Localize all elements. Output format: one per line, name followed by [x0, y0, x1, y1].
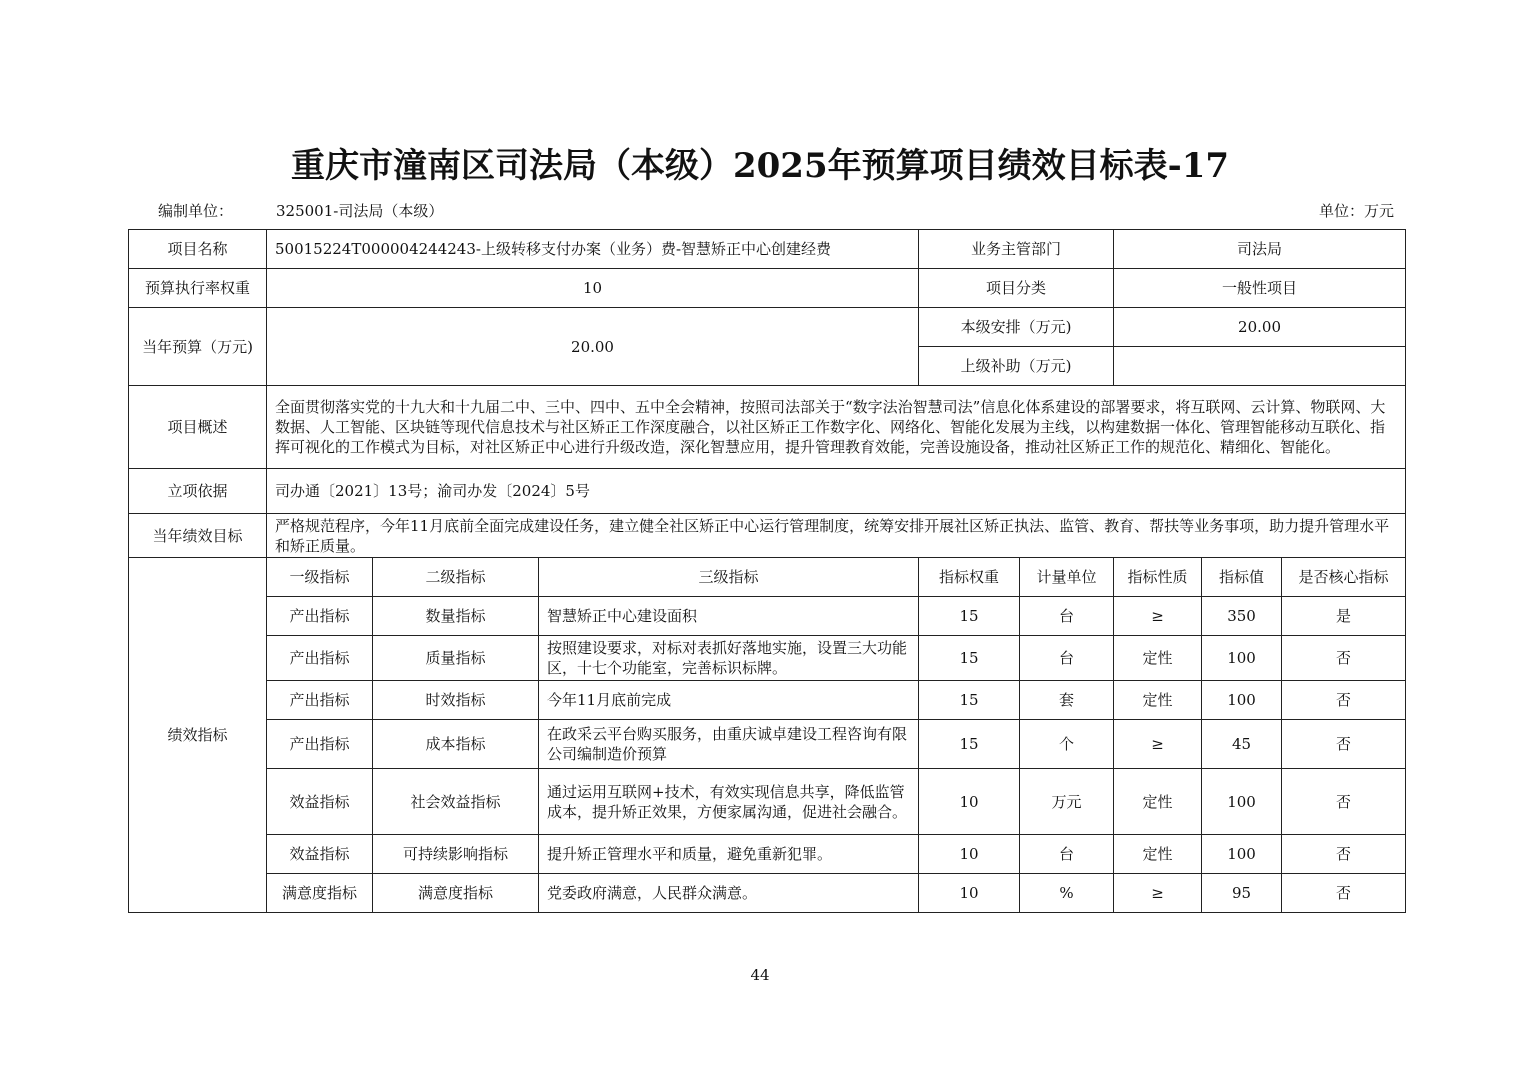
unit-cell: 台 [1020, 636, 1114, 681]
project-name-value: 50015224T000004244243-上级转移支付办案（业务）费-智慧矫正中心创建经费 [267, 230, 919, 269]
row-budget-local [129, 308, 1406, 347]
table-row [129, 769, 1406, 835]
nature-cell: ≥ [1114, 597, 1202, 636]
dept-label: 业务主管部门 [919, 230, 1114, 269]
value-cell: 100 [1202, 681, 1282, 720]
level3-cell: 今年11月底前完成 [539, 681, 919, 720]
compiling-unit-value: 325001-司法局（本级） [276, 202, 444, 220]
row-basis [129, 469, 1406, 514]
local-funding-value: 20.00 [1114, 308, 1406, 347]
goal-value: 严格规范程序，今年11月底前全面完成建设任务，建立健全社区矫正中心运行管理制度，统筹安排开展社区矫正执法、监管、教育、帮扶等业务事项，助力提升管理水平和矫正质量。 [267, 514, 1406, 558]
level1-cell: 产出指标 [267, 636, 373, 681]
basis-label: 立项依据 [129, 469, 267, 514]
page-number: 44 [750, 966, 770, 984]
level2-cell: 社会效益指标 [373, 769, 539, 835]
core-cell: 否 [1282, 835, 1406, 874]
weight-cell: 15 [919, 636, 1020, 681]
unit-cell: 套 [1020, 681, 1114, 720]
currency-unit: 单位：万元 [1318, 202, 1394, 220]
value-cell: 95 [1202, 874, 1282, 913]
budget-value: 20.00 [267, 308, 919, 386]
unit-cell: 万元 [1020, 769, 1114, 835]
level1-cell: 产出指标 [267, 597, 373, 636]
level3-cell: 党委政府满意，人民群众满意。 [539, 874, 919, 913]
header-value: 指标值 [1202, 558, 1282, 597]
nature-cell: 定性 [1114, 835, 1202, 874]
overview-label: 项目概述 [129, 386, 267, 469]
level2-cell: 满意度指标 [373, 874, 539, 913]
category-label: 项目分类 [919, 269, 1114, 308]
value-cell: 350 [1202, 597, 1282, 636]
unit-cell: % [1020, 874, 1114, 913]
nature-cell: 定性 [1114, 681, 1202, 720]
compiling-unit-label: 编制单位： [158, 202, 234, 220]
budget-label: 当年预算（万元) [129, 308, 267, 386]
level3-cell: 智慧矫正中心建设面积 [539, 597, 919, 636]
dept-value: 司法局 [1114, 230, 1406, 269]
weight-label: 预算执行率权重 [129, 269, 267, 308]
nature-cell: ≥ [1114, 874, 1202, 913]
core-cell: 否 [1282, 769, 1406, 835]
level1-cell: 效益指标 [267, 835, 373, 874]
value-cell: 100 [1202, 636, 1282, 681]
core-cell: 是 [1282, 597, 1406, 636]
weight-value: 10 [267, 269, 919, 308]
header-core: 是否核心指标 [1282, 558, 1406, 597]
nature-cell: 定性 [1114, 636, 1202, 681]
header-level1: 一级指标 [267, 558, 373, 597]
weight-cell: 15 [919, 720, 1020, 769]
category-value: 一般性项目 [1114, 269, 1406, 308]
table-row [129, 874, 1406, 913]
level3-cell: 在政采云平台购买服务，由重庆诚卓建设工程咨询有限公司编制造价预算 [539, 720, 919, 769]
level2-cell: 质量指标 [373, 636, 539, 681]
page-title: 重庆市潼南区司法局（本级）2025年预算项目绩效目标表-17 [290, 146, 1230, 186]
row-goal [129, 514, 1406, 558]
level3-cell: 提升矫正管理水平和质量，避免重新犯罪。 [539, 835, 919, 874]
weight-cell: 15 [919, 597, 1020, 636]
weight-cell: 10 [919, 769, 1020, 835]
header-weight: 指标权重 [919, 558, 1020, 597]
table-row [129, 681, 1406, 720]
value-cell: 100 [1202, 835, 1282, 874]
core-cell: 否 [1282, 681, 1406, 720]
upper-subsidy-value [1114, 347, 1406, 386]
header-level2: 二级指标 [373, 558, 539, 597]
project-name-label: 项目名称 [129, 230, 267, 269]
level3-cell: 按照建设要求，对标对表抓好落地实施，设置三大功能区，十七个功能室，完善标识标牌。 [539, 636, 919, 681]
weight-cell: 10 [919, 835, 1020, 874]
performance-target-table [128, 229, 1406, 913]
level2-cell: 时效指标 [373, 681, 539, 720]
table-row [129, 835, 1406, 874]
level1-cell: 满意度指标 [267, 874, 373, 913]
unit-cell: 个 [1020, 720, 1114, 769]
level3-cell: 通过运用互联网+技术，有效实现信息共享，降低监管成本，提升矫正效果，方便家属沟通，促进社会融合。 [539, 769, 919, 835]
unit-cell: 台 [1020, 835, 1114, 874]
level1-cell: 效益指标 [267, 769, 373, 835]
table-row [129, 636, 1406, 681]
weight-cell: 10 [919, 874, 1020, 913]
row-overview [129, 386, 1406, 469]
row-project-name [129, 230, 1406, 269]
unit-cell: 台 [1020, 597, 1114, 636]
local-funding-label: 本级安排（万元) [919, 308, 1114, 347]
header-nature: 指标性质 [1114, 558, 1202, 597]
indicators-section-label: 绩效指标 [129, 558, 267, 913]
indicator-header-row [129, 558, 1406, 597]
weight-cell: 15 [919, 681, 1020, 720]
nature-cell: ≥ [1114, 720, 1202, 769]
core-cell: 否 [1282, 720, 1406, 769]
table-row [129, 720, 1406, 769]
level2-cell: 数量指标 [373, 597, 539, 636]
goal-label: 当年绩效目标 [129, 514, 267, 558]
nature-cell: 定性 [1114, 769, 1202, 835]
level2-cell: 成本指标 [373, 720, 539, 769]
upper-subsidy-label: 上级补助（万元) [919, 347, 1114, 386]
table-row [129, 597, 1406, 636]
level2-cell: 可持续影响指标 [373, 835, 539, 874]
core-cell: 否 [1282, 636, 1406, 681]
level1-cell: 产出指标 [267, 720, 373, 769]
core-cell: 否 [1282, 874, 1406, 913]
header-level3: 三级指标 [539, 558, 919, 597]
row-weight [129, 269, 1406, 308]
overview-value: 全面贯彻落实党的十九大和十九届二中、三中、四中、五中全会精神，按照司法部关于“数字法治智慧司法”信息化体系建设的部署要求，将互联网、云计算、物联网、大数据、人工智能、区块链等现代信息技术与社区矫正工作深度融合，以社区矫正工作数字化、网络化、智能化发展为主线，以构建数据一体化、管理智能移动互联化、指挥可视化的工作模式为目标，对社区矫正中心进行升级改造，深化智慧应用，提升管理教育效能，完善设施设备，推动社区矫正工作的规范化、精细化、智能化。 [267, 386, 1406, 469]
level1-cell: 产出指标 [267, 681, 373, 720]
value-cell: 100 [1202, 769, 1282, 835]
value-cell: 45 [1202, 720, 1282, 769]
header-unit: 计量单位 [1020, 558, 1114, 597]
basis-value: 司办通〔2021〕13号；渝司办发〔2024〕5号 [267, 469, 1406, 514]
